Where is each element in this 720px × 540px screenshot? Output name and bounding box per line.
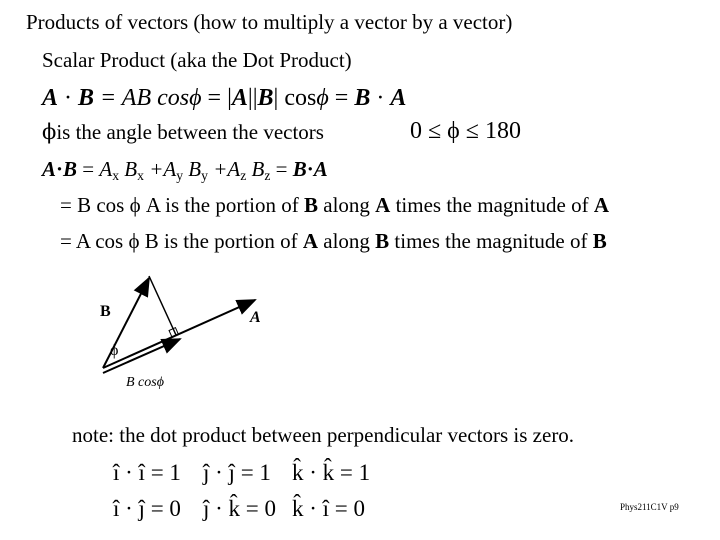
dot-product-equation: A · B = AB cosϕ = |A||B| cosϕ = B · A [42, 85, 407, 111]
ortho-ij: î · ĵ = 0 [113, 496, 181, 521]
ortho-jj: ĵ · ĵ = 1 [203, 460, 271, 485]
slide-title: Products of vectors (how to multiply a vector by a vector) [26, 10, 513, 34]
projection-b-on-a: = B cos ϕ A is the portion of B along A times the magnitude of A [60, 193, 610, 217]
diagram-label-projection: B cosϕ [126, 375, 164, 390]
footer-page-ref: Phys211C1V p9 [620, 502, 679, 512]
ortho-ii: î · î = 1 [113, 460, 181, 485]
component-formula: $A\cdot B = A_x$ $B_x +A_y$ $B_y +A_z$ $B_z = B\cdot A$ [42, 157, 328, 184]
vector-a-arrow [103, 300, 255, 368]
diagram-label-a: A [250, 309, 261, 326]
ortho-jk: ĵ · k̂ = 0 [203, 496, 277, 521]
slide-subtitle: Scalar Product (aka the Dot Product) [42, 48, 352, 72]
ortho-kk: k̂ · k̂ = 1 [292, 460, 371, 485]
perpendicular-drop [149, 276, 176, 335]
perpendicular-note: note: the dot product between perpendicular vectors is zero. [72, 423, 575, 447]
diagram-label-phi: ϕ [110, 342, 119, 359]
phi-definition: ϕis the angle between the vectors [42, 120, 324, 144]
phi-symbol: ϕ [42, 120, 57, 144]
phi-range: 0 ≤ ϕ ≤ 180 [410, 118, 521, 144]
projection-a-on-b: = A cos ϕ B is the portion of A along B times the magnitude of B [60, 229, 607, 253]
ortho-ki: k̂ · î = 0 [292, 496, 366, 521]
diagram-label-b: B [100, 303, 111, 320]
